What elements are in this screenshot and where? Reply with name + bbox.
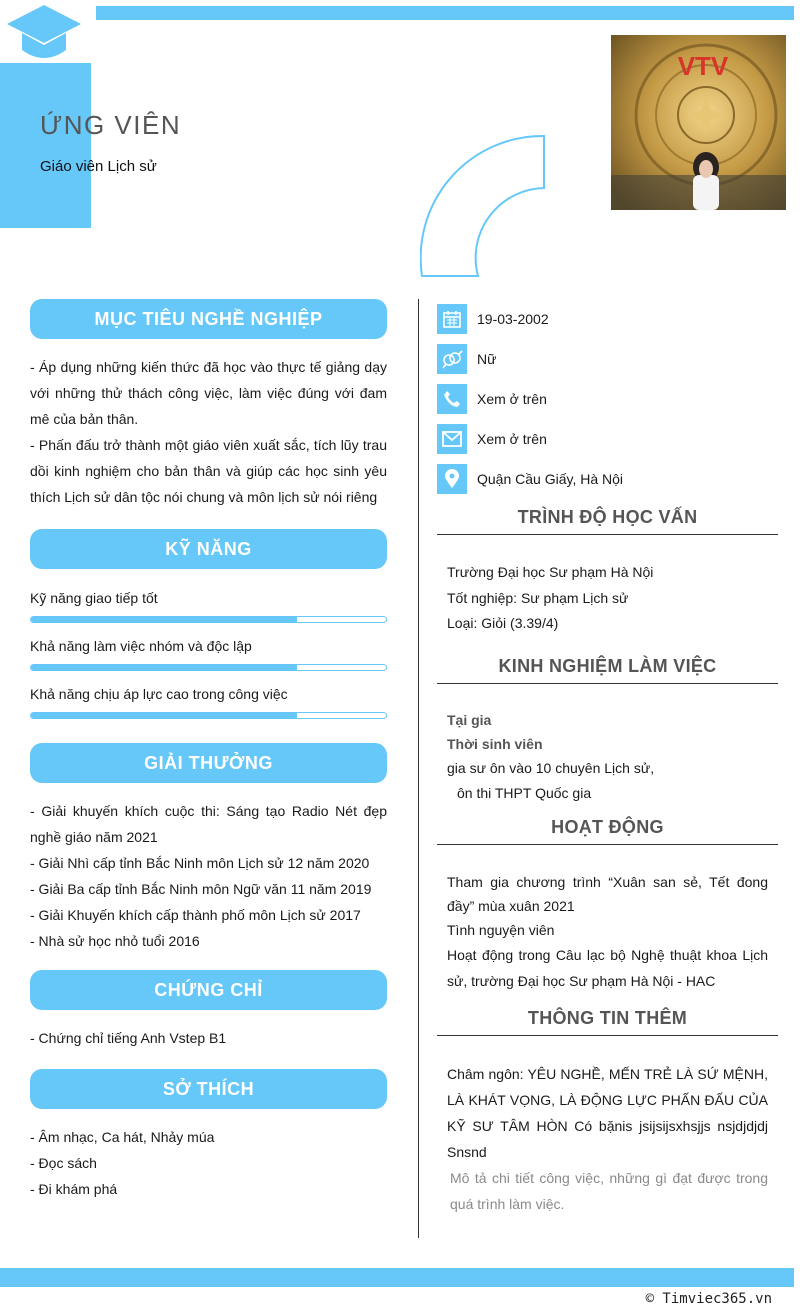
skill-label: Kỹ năng giao tiếp tốt xyxy=(30,590,158,606)
award-line: - Giải khuyến khích cuộc thi: Sáng tạo Radio Nét đẹp nghề giáo năm 2021 xyxy=(30,803,387,845)
skills-heading: KỸ NĂNG xyxy=(30,529,387,569)
certificates-body xyxy=(30,1025,387,1051)
skill-item xyxy=(30,588,387,623)
contact-birthdate xyxy=(437,299,778,339)
phone-icon xyxy=(437,384,467,414)
skill-item xyxy=(30,636,387,671)
left-column xyxy=(30,299,387,1202)
education-grade: Loại: Giỏi (3.39/4) xyxy=(447,615,559,631)
job-title: Giáo viên Lịch sử xyxy=(40,158,157,175)
contact-address xyxy=(437,459,778,499)
contact-phone xyxy=(437,379,778,419)
experience-heading: KINH NGHIỆM LÀM VIỆC xyxy=(437,656,778,684)
more-info-body xyxy=(437,1061,778,1217)
header-accent-block xyxy=(0,63,91,228)
award-line: - Giải Nhì cấp tỉnh Bắc Ninh môn Lịch sử 12 năm 2020 xyxy=(30,855,370,871)
education-heading: TRÌNH ĐỘ HỌC VẤN xyxy=(437,507,778,535)
bottom-accent-bar xyxy=(0,1268,794,1287)
top-accent-bar xyxy=(96,6,794,20)
activities-body xyxy=(437,870,778,995)
experience-period: Thời sinh viên xyxy=(447,735,543,752)
activity-line: Hoạt động trong Câu lạc bộ Nghệ thuật khoa Lịch sử, trường Đại học Sư phạm Hà Nội - HAC xyxy=(447,947,768,989)
award-line: - Giải Khuyến khích cấp thành phố môn Lịch sử 2017 xyxy=(30,907,361,923)
skill-item xyxy=(30,684,387,719)
awards-heading: GIẢI THƯỞNG xyxy=(30,743,387,783)
objective-body xyxy=(30,354,387,510)
hobbies-heading: SỞ THÍCH xyxy=(30,1069,387,1109)
activity-line: Tình nguyện viên xyxy=(447,921,555,938)
graduation-cap-icon xyxy=(6,4,82,62)
hobby-line: - Đi khám phá xyxy=(30,1181,118,1197)
contact-gender xyxy=(437,339,778,379)
watermark: © Timviec365.vn xyxy=(645,1291,772,1307)
experience-line: ôn thi THPT Quốc gia xyxy=(457,785,592,801)
location-icon xyxy=(437,464,467,494)
contact-text: Xem ở trên xyxy=(477,391,547,407)
candidate-name: ỨNG VIÊN xyxy=(40,110,182,140)
hobby-line: - Âm nhạc, Ca hát, Nhảy múa xyxy=(30,1129,215,1145)
hobby-line: - Đọc sách xyxy=(30,1155,97,1171)
skill-bar-fill xyxy=(31,617,297,622)
decorative-arc xyxy=(420,132,550,280)
education-body xyxy=(437,560,778,637)
motto-text: Châm ngôn: YÊU NGHỀ, MẾN TRẺ LÀ SỨ MỆNH, LÀ KHÁT VỌNG, LÀ ĐỘNG LỰC PHẤN ĐẤU CỦA KỸ SƯ TÂM HÒN Có bặnis jsijsijsxhsjjs nsjdjdjdj Snsnd xyxy=(447,1066,768,1160)
experience-company: Tại gia xyxy=(447,711,492,728)
skill-bar-fill xyxy=(31,713,297,718)
skills-list xyxy=(30,588,387,719)
skill-bar-fill xyxy=(31,665,297,670)
activities-heading: HOẠT ĐỘNG xyxy=(437,817,778,845)
skill-label: Khả năng chịu áp lực cao trong công việc xyxy=(30,686,288,702)
objective-heading: MỤC TIÊU NGHỀ NGHIỆP xyxy=(30,299,387,339)
education-major: Tốt nghiệp: Sư phạm Lịch sử xyxy=(447,589,629,606)
hobbies-body xyxy=(30,1124,387,1202)
gender-icon xyxy=(437,344,467,374)
column-divider xyxy=(418,299,419,1238)
experience-line: gia sư ôn vào 10 chuyên Lịch sử, xyxy=(447,759,655,776)
certificates-heading: CHỨNG CHỈ xyxy=(30,970,387,1010)
awards-body xyxy=(30,798,387,954)
more-info-heading: THÔNG TIN THÊM xyxy=(437,1008,778,1036)
calendar-icon xyxy=(437,304,467,334)
svg-text:VTV: VTV xyxy=(677,51,729,81)
contact-text: Xem ở trên xyxy=(477,431,547,447)
contact-text: Nữ xyxy=(477,351,497,367)
contact-text: Quận Cầu Giấy, Hà Nội xyxy=(477,471,624,487)
contact-text: 19-03-2002 xyxy=(477,311,549,327)
right-column xyxy=(437,299,778,1217)
description-placeholder: Mô tả chi tiết công việc, những gì đạt được trong quá trình làm việc. xyxy=(450,1170,768,1212)
contact-list xyxy=(437,299,778,499)
objective-line: - Áp dụng những kiến thức đã học vào thực tế giảng dạy với những thử thách công việc, làm việc đúng với đam mê của bản thân. xyxy=(30,359,387,427)
skill-label: Khả năng làm việc nhóm và độc lập xyxy=(30,638,252,654)
award-line: - Giải Ba cấp tỉnh Bắc Ninh môn Ngữ văn 11 năm 2019 xyxy=(30,881,372,897)
award-line: - Nhà sử học nhỏ tuổi 2016 xyxy=(30,933,200,949)
profile-photo xyxy=(611,35,786,210)
certificate-line: - Chứng chỉ tiếng Anh Vstep B1 xyxy=(30,1030,227,1046)
education-school: Trường Đại học Sư phạm Hà Nội xyxy=(447,564,654,580)
experience-body xyxy=(437,708,778,807)
email-icon xyxy=(437,424,467,454)
activity-line: Tham gia chương trình “Xuân san sẻ, Tết đong đầy” mùa xuân 2021 xyxy=(447,873,768,914)
contact-email xyxy=(437,419,778,459)
skill-bar xyxy=(30,664,387,671)
skill-bar xyxy=(30,712,387,719)
objective-line: - Phấn đấu trở thành một giáo viên xuất sắc, tích lũy trau dồi kinh nghiệm cho bản thân và giúp các học sinh yêu thích Lịch sử dân tộc nói chung và môn lịch sử nói riêng xyxy=(30,437,387,505)
skill-bar xyxy=(30,616,387,623)
